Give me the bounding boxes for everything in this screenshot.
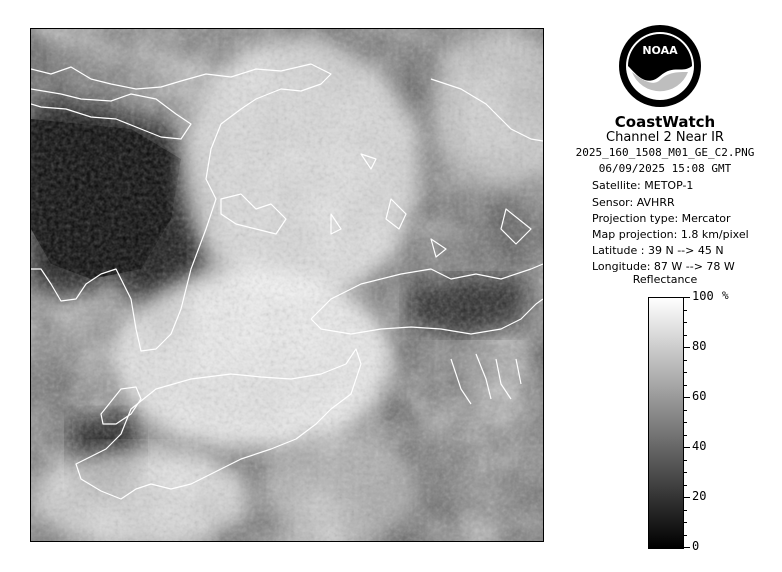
- colorbar-minor-tick: [684, 422, 687, 423]
- colorbar-tick-label: 0: [692, 539, 700, 553]
- colorbar-minor-tick: [684, 322, 687, 323]
- colorbar-tick-label: 80: [692, 339, 707, 353]
- colorbar-minor-tick: [684, 510, 687, 511]
- meta-longitude: Longitude: 87 W --> 78 W: [592, 260, 735, 273]
- colorbar-tick-label: 20: [692, 489, 707, 503]
- meta-latitude: Latitude : 39 N --> 45 N: [592, 244, 724, 257]
- colorbar-tick-mark: [684, 497, 690, 498]
- colorbar-minor-tick: [684, 335, 687, 336]
- meta-sensor: Sensor: AVHRR: [592, 196, 675, 209]
- meta-projection-type: Projection type: Mercator: [592, 212, 731, 225]
- meta-map-projection: Map projection: 1.8 km/pixel: [592, 228, 749, 241]
- image-grain: [31, 29, 543, 541]
- noaa-logo: [618, 24, 702, 108]
- colorbar-tick-label: 60: [692, 389, 707, 403]
- colorbar-minor-tick: [684, 410, 687, 411]
- colorbar-minor-tick: [684, 385, 687, 386]
- colorbar-minor-tick: [684, 435, 687, 436]
- colorbar: [648, 297, 684, 549]
- colorbar-tick-mark: [684, 447, 690, 448]
- colorbar-minor-tick: [684, 460, 687, 461]
- logo-text: NOAA: [642, 44, 678, 57]
- satellite-map: [30, 28, 544, 542]
- colorbar-tick-label: 100: [692, 289, 714, 303]
- product-subtitle: Channel 2 Near IR: [606, 130, 724, 145]
- colorbar-minor-tick: [684, 310, 687, 311]
- colorbar-minor-tick: [684, 472, 687, 473]
- colorbar-tick-mark: [684, 297, 690, 298]
- colorbar-unit: %: [722, 289, 729, 302]
- colorbar-label: Reflectance: [632, 273, 698, 286]
- meta-satellite: Satellite: METOP-1: [592, 179, 694, 192]
- colorbar-tick-mark: [684, 547, 690, 548]
- product-filename: 2025_160_1508_M01_GE_C2.PNG: [575, 146, 755, 159]
- colorbar-minor-tick: [684, 535, 687, 536]
- product-title: CoastWatch: [614, 113, 716, 131]
- satellite-image: [31, 29, 543, 541]
- colorbar-minor-tick: [684, 360, 687, 361]
- colorbar-minor-tick: [684, 485, 687, 486]
- product-datetime: 06/09/2025 15:08 GMT: [598, 162, 732, 175]
- colorbar-minor-tick: [684, 372, 687, 373]
- colorbar-tick-label: 40: [692, 439, 707, 453]
- colorbar-minor-tick: [684, 522, 687, 523]
- colorbar-tick-mark: [684, 397, 690, 398]
- colorbar-tick-mark: [684, 347, 690, 348]
